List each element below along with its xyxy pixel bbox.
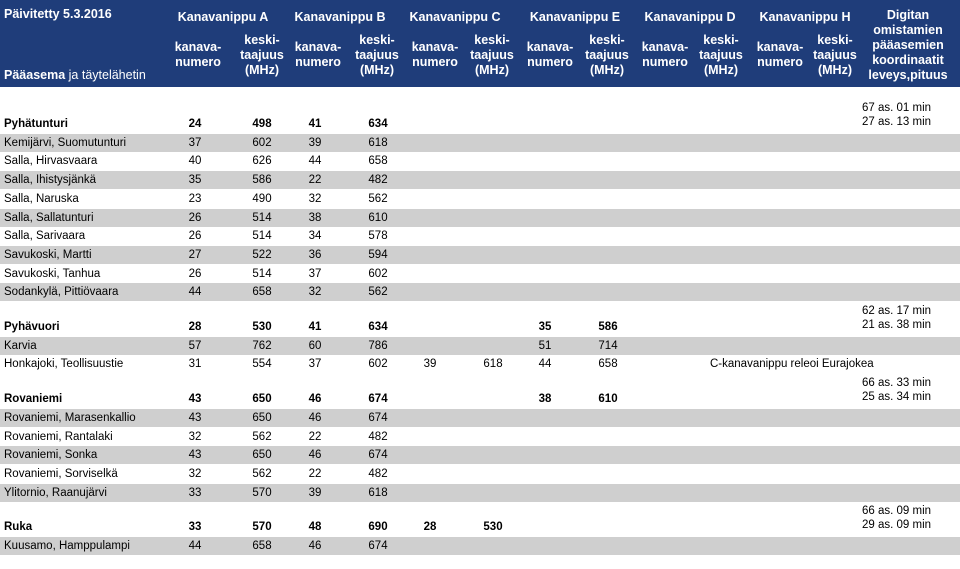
channel-b: 22 xyxy=(308,467,322,480)
table-row xyxy=(0,265,960,283)
center-frequency-header: taajuus xyxy=(813,48,857,62)
frequency-b: 674 xyxy=(368,449,388,462)
coordinates-header: omistamien xyxy=(873,23,943,37)
table-row xyxy=(0,428,960,446)
table-row xyxy=(0,409,960,427)
channel-a: 24 xyxy=(188,118,202,130)
group-header: Kanavanippu D xyxy=(644,10,736,24)
group-header: Kanavanippu B xyxy=(294,10,386,24)
frequency-b: 658 xyxy=(368,155,388,168)
table-row xyxy=(0,283,960,301)
channel-a: 44 xyxy=(188,286,202,299)
frequency-b: 594 xyxy=(368,248,388,261)
main-station-row xyxy=(0,115,960,133)
center-frequency-header: (MHz) xyxy=(244,63,279,77)
table-row xyxy=(0,209,960,227)
table-row xyxy=(0,190,960,208)
table-row xyxy=(0,152,960,170)
channel-a: 26 xyxy=(188,230,202,243)
channel-number-header: kanava- xyxy=(411,40,459,54)
coordinates-header: leveys,pituus xyxy=(868,68,948,82)
channel-c: 39 xyxy=(423,358,437,371)
frequency-a: 650 xyxy=(252,393,272,406)
station-coordinate: 62 as. 17 min xyxy=(862,305,932,317)
channel-a: 43 xyxy=(188,449,202,462)
channel-number-header: numero xyxy=(757,55,803,69)
frequency-b: 674 xyxy=(368,411,388,424)
channel-b: 22 xyxy=(308,430,322,443)
frequency-b: 674 xyxy=(368,393,388,406)
frequency-b: 618 xyxy=(368,486,388,499)
station-name: Savukoski, Martti xyxy=(4,248,92,261)
channel-b: 39 xyxy=(308,136,322,149)
station-name: Rovaniemi, Sonka xyxy=(4,449,98,462)
channel-a: 27 xyxy=(188,248,202,261)
channel-e: 51 xyxy=(538,339,552,352)
channel-number-header: numero xyxy=(412,55,458,69)
station-name: Ylitornio, Raanujärvi xyxy=(4,486,107,499)
station-name: Salla, Ihistysjänkä xyxy=(4,174,97,187)
frequency-b: 634 xyxy=(368,118,388,130)
frequency-a: 514 xyxy=(252,211,272,224)
channel-a: 33 xyxy=(188,486,202,499)
main-station-row xyxy=(0,390,960,408)
center-frequency-header: keski- xyxy=(817,33,853,47)
table-row xyxy=(0,355,960,373)
center-frequency-header: taajuus xyxy=(240,48,284,62)
station-coordinate: 27 as. 13 min xyxy=(862,116,932,128)
channel-a: 26 xyxy=(188,211,202,224)
station-name: Rovaniemi xyxy=(4,393,63,406)
main-station-row xyxy=(0,318,960,336)
table-row xyxy=(0,446,960,464)
center-frequency-header: (MHz) xyxy=(703,63,738,77)
coordinates-header: pääasemien xyxy=(872,38,944,52)
station-name: Pyhävuori xyxy=(4,321,60,333)
channel-a: 26 xyxy=(188,267,202,280)
frequency-b: 690 xyxy=(368,521,388,534)
frequency-a: 570 xyxy=(252,486,272,499)
center-frequency-header: keski- xyxy=(703,33,739,47)
row-note: C-kanavanippu releoi Eurajokea xyxy=(710,358,874,371)
frequency-a: 522 xyxy=(252,248,272,261)
channel-b: 34 xyxy=(308,230,322,243)
center-frequency-header: taajuus xyxy=(699,48,743,62)
frequency-a: 602 xyxy=(252,136,272,149)
channel-number-header: kanava- xyxy=(174,40,222,54)
frequency-a: 514 xyxy=(252,267,272,280)
channel-b: 39 xyxy=(308,486,322,499)
center-frequency-header: taajuus xyxy=(470,48,514,62)
station-name: Honkajoki, Teollisuustie xyxy=(4,358,124,371)
channel-b: 44 xyxy=(308,155,322,168)
frequency-b: 562 xyxy=(368,286,388,299)
frequency-c: 530 xyxy=(483,521,503,534)
channel-b: 48 xyxy=(308,521,322,534)
station-name: Salla, Hirvasvaara xyxy=(4,155,98,168)
center-frequency-header: (MHz) xyxy=(589,63,624,77)
coordinates-header: Digitan xyxy=(886,8,930,22)
table-row xyxy=(0,465,960,483)
station-column-rest: ja täytelähetin xyxy=(65,68,146,82)
frequency-a: 530 xyxy=(252,321,272,333)
station-name: Pyhätunturi xyxy=(4,118,68,130)
station-coordinate: 67 as. 01 min xyxy=(862,102,932,114)
frequency-a: 650 xyxy=(252,411,272,424)
frequency-a: 490 xyxy=(252,192,272,205)
frequency-a: 570 xyxy=(252,521,272,534)
table-row xyxy=(0,227,960,245)
station-name: Rovaniemi, Marasenkallio xyxy=(4,411,136,424)
center-frequency-header: keski- xyxy=(359,33,395,47)
channel-number-header: numero xyxy=(642,55,688,69)
channel-b: 37 xyxy=(308,267,322,280)
station-name: Salla, Sarivaara xyxy=(4,230,86,243)
station-coordinate: 66 as. 33 min xyxy=(862,377,932,390)
frequency-a: 562 xyxy=(252,467,272,480)
channel-a: 33 xyxy=(188,521,202,534)
channel-number-header: kanava- xyxy=(294,40,342,54)
table-row xyxy=(0,484,960,502)
frequency-a: 762 xyxy=(252,339,272,352)
station-coordinate: 25 as. 34 min xyxy=(862,391,932,404)
center-frequency-header: keski- xyxy=(244,33,280,47)
channel-b: 46 xyxy=(308,411,322,424)
channel-e: 38 xyxy=(538,393,552,406)
frequency-e: 714 xyxy=(598,339,618,352)
station-name: Salla, Sallatunturi xyxy=(4,211,94,224)
frequency-b: 602 xyxy=(368,358,388,371)
frequency-b: 618 xyxy=(368,136,388,149)
frequency-a: 658 xyxy=(252,286,272,299)
frequency-a: 626 xyxy=(252,155,272,168)
group-header: Kanavanippu A xyxy=(177,10,269,24)
station-name: Kemijärvi, Suomutunturi xyxy=(4,136,127,149)
table-row xyxy=(0,537,960,555)
station-name: Ruka xyxy=(4,521,33,534)
frequency-a: 562 xyxy=(252,430,272,443)
channel-b: 46 xyxy=(308,449,322,462)
frequency-b: 578 xyxy=(368,230,388,243)
center-frequency-header: (MHz) xyxy=(817,63,852,77)
channel-b: 38 xyxy=(308,211,322,224)
station-name: Karvia xyxy=(4,339,37,352)
center-frequency-header: (MHz) xyxy=(474,63,509,77)
channel-a: 32 xyxy=(188,430,202,443)
channel-e: 35 xyxy=(538,321,552,333)
frequency-a: 650 xyxy=(252,449,272,462)
channel-number-header: numero xyxy=(527,55,573,69)
channel-number-header: kanava- xyxy=(526,40,574,54)
frequency-e: 658 xyxy=(598,358,618,371)
table-row xyxy=(0,134,960,152)
channel-a: 43 xyxy=(188,393,202,406)
frequency-b: 602 xyxy=(368,267,388,280)
channel-number-header: kanava- xyxy=(756,40,804,54)
group-header: Kanavanippu C xyxy=(409,10,501,24)
channel-a: 44 xyxy=(188,540,202,552)
station-name: Rovaniemi, Sorviselkä xyxy=(4,467,118,480)
table-row xyxy=(0,246,960,264)
station-coordinate: 21 as. 38 min xyxy=(862,319,932,331)
frequency-c: 618 xyxy=(483,358,503,371)
frequency-b: 610 xyxy=(368,211,388,224)
main-station-row xyxy=(0,518,960,536)
channel-b: 32 xyxy=(308,286,322,299)
table-row xyxy=(0,337,960,355)
channel-number-header: numero xyxy=(175,55,221,69)
channel-number-header: kanava- xyxy=(641,40,689,54)
channel-b: 37 xyxy=(308,358,322,371)
channel-b: 46 xyxy=(308,540,322,552)
table-row xyxy=(0,171,960,189)
frequency-a: 498 xyxy=(252,118,272,130)
channel-a: 23 xyxy=(188,192,202,205)
channel-a: 37 xyxy=(188,136,202,149)
channel-a: 31 xyxy=(188,358,202,371)
center-frequency-header: taajuus xyxy=(585,48,629,62)
frequency-a: 586 xyxy=(252,174,272,187)
frequency-b: 482 xyxy=(368,467,388,480)
channel-a: 40 xyxy=(188,155,202,168)
frequency-b: 482 xyxy=(368,174,388,187)
station-name: Rovaniemi, Rantalaki xyxy=(4,430,113,443)
center-frequency-header: (MHz) xyxy=(359,63,394,77)
frequency-b: 482 xyxy=(368,430,388,443)
updated-date: Päivitetty 5.3.2016 xyxy=(4,7,112,21)
channel-a: 43 xyxy=(188,411,202,424)
group-header: Kanavanippu H xyxy=(759,10,851,24)
station-name: Salla, Naruska xyxy=(4,192,79,205)
channel-b: 32 xyxy=(308,192,322,205)
frequency-b: 634 xyxy=(368,321,388,333)
station-name: Kuusamo, Hamppulampi xyxy=(4,540,130,552)
channel-b: 41 xyxy=(308,321,322,333)
channel-b: 22 xyxy=(308,174,322,187)
coordinates-header: koordinaatit xyxy=(872,53,944,67)
channel-c: 28 xyxy=(423,521,437,534)
center-frequency-header: taajuus xyxy=(355,48,399,62)
channel-a: 32 xyxy=(188,467,202,480)
channel-b: 60 xyxy=(308,339,322,352)
frequency-a: 554 xyxy=(252,358,272,371)
center-frequency-header: keski- xyxy=(589,33,625,47)
frequency-e: 586 xyxy=(598,321,618,333)
channel-a: 28 xyxy=(188,321,202,333)
station-name: Sodankylä, Pittiövaara xyxy=(4,286,119,299)
channel-b: 41 xyxy=(308,118,322,130)
channel-a: 57 xyxy=(188,339,202,352)
frequency-e: 610 xyxy=(598,393,618,406)
frequency-b: 674 xyxy=(368,540,388,552)
station-coordinate: 29 as. 09 min xyxy=(862,519,932,532)
frequency-a: 514 xyxy=(252,230,272,243)
station-coordinate: 66 as. 09 min xyxy=(862,505,932,518)
station-column-bold: Pääasema xyxy=(4,68,66,82)
channel-number-header: numero xyxy=(295,55,341,69)
frequency-b: 562 xyxy=(368,192,388,205)
frequency-b: 786 xyxy=(368,339,388,352)
channel-a: 35 xyxy=(188,174,202,187)
channel-e: 44 xyxy=(538,358,552,371)
station-name: Savukoski, Tanhua xyxy=(4,267,101,280)
channel-b: 36 xyxy=(308,248,322,261)
group-header: Kanavanippu E xyxy=(529,10,621,24)
channel-b: 46 xyxy=(308,393,322,406)
frequency-a: 658 xyxy=(252,540,272,552)
center-frequency-header: keski- xyxy=(474,33,510,47)
